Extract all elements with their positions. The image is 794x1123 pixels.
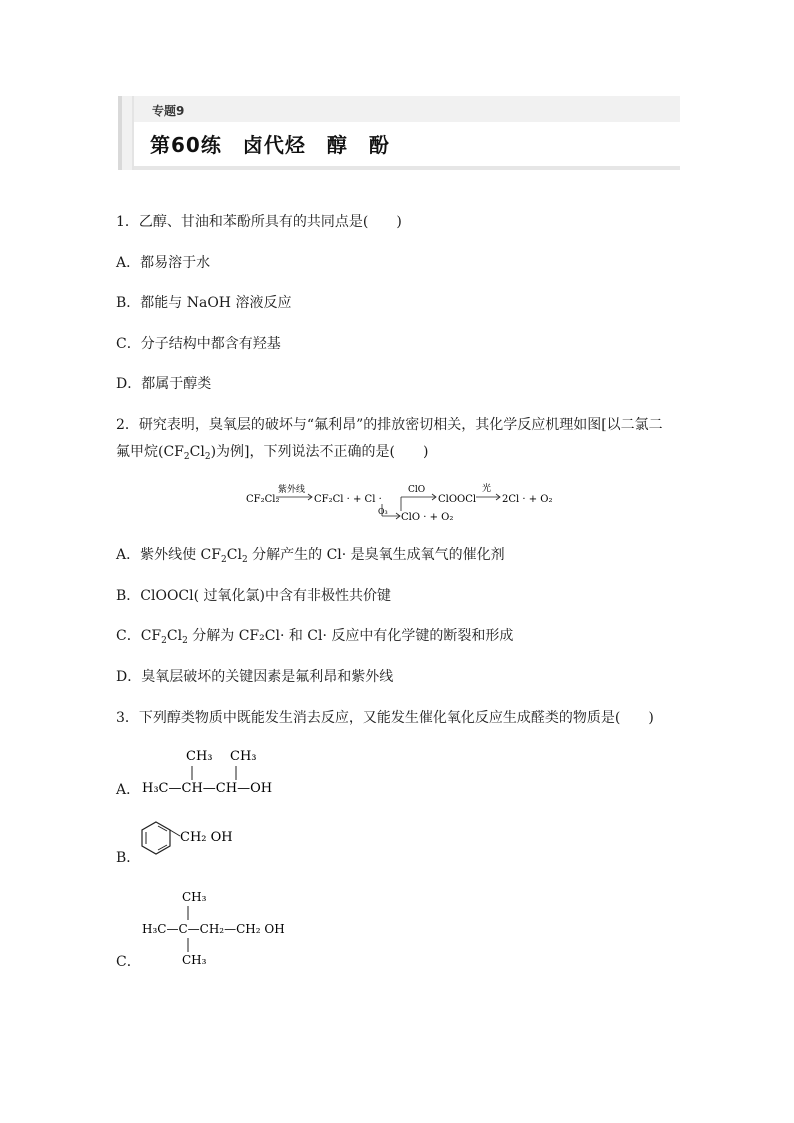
struct-a-chain: H₃C—CH—CH—OH: [142, 781, 273, 796]
q1-stem: 1．乙醇、甘油和苯酚所具有的共同点是( ): [116, 214, 402, 230]
struct-a-methyl-1: CH₃: [186, 749, 213, 764]
q2-option-b: B．ClOOCl( 过氧化氯)中含有非极性共价键: [116, 588, 391, 604]
benzene-inner-bond-3: [158, 845, 167, 850]
q3-structure-b: [134, 818, 254, 868]
scheme-light-label: 光: [482, 484, 492, 494]
header-underline: [134, 166, 680, 170]
scheme-start: CF₂Cl₂: [246, 494, 280, 505]
scheme-dimer: ClOOCl: [438, 494, 477, 505]
q3-structure-c: [140, 886, 320, 966]
scheme-product: 2Cl · + O₂: [502, 494, 553, 505]
reaction-scheme: [240, 480, 560, 528]
q2-stem-line1: 2．研究表明，臭氧层的破坏与“氟利昂”的排放密切相关，其化学反应机理如图[以二氯二: [116, 417, 663, 433]
q1-option-b: B．都能与 NaOH 溶液反应: [116, 295, 292, 311]
struct-c-methyl-bottom: CH₃: [182, 953, 207, 966]
q3-option-b-label: B．: [116, 850, 141, 866]
q3-structure-a: [140, 744, 310, 800]
scheme-branch-product: ClO · + O₂: [401, 512, 454, 523]
header-band: [134, 96, 680, 122]
scheme-o3-label: O₃: [378, 507, 388, 516]
subject-label: 专题9: [152, 104, 185, 118]
q3-option-a-label: A．: [116, 782, 141, 798]
benzene-inner-bond-2: [158, 826, 167, 831]
struct-c-methyl-top: CH₃: [182, 890, 207, 904]
page-title: 第60练 卤代烃 醇 酚: [150, 133, 390, 157]
struct-a-methyl-2: CH₃: [230, 749, 257, 764]
q2-option-a: A．紫外线使 $CF_2Cl_2$ 分解产生的 Cl· 是臭氧生成氧气的催化剂: [116, 547, 505, 565]
struct-b-group: CH₂ OH: [180, 830, 233, 845]
q2-option-d: D．臭氧层破坏的关键因素是氟利昂和紫外线: [116, 669, 394, 685]
section-header: [118, 96, 680, 170]
q1-option-c: C．分子结构中都含有羟基: [116, 336, 281, 352]
q1-option-a: A．都易溶于水: [116, 255, 211, 271]
q3-option-c-label: C．: [116, 954, 141, 970]
q3-stem: 3．下列醇类物质中既能发生消去反应，又能发生催化氧化反应生成醛类的物质是( ): [116, 710, 654, 726]
scheme-clo-label: ClO: [408, 485, 426, 495]
scheme-uv-label: 紫外线: [278, 485, 306, 495]
scheme-intermediate: CF₂Cl · + Cl ·: [314, 494, 382, 505]
q2-option-c: C．$CF_2Cl_2$ 分解为 CF₂Cl· 和 Cl· 反应中有化学键的断裂和形成: [116, 628, 514, 646]
q1-option-d: D．都属于醇类: [116, 376, 212, 392]
struct-b-bond: [170, 830, 180, 836]
struct-c-chain: H₃C—C—CH₂—CH₂ OH: [142, 922, 285, 936]
q2-stem-line2: 氟甲烷$(CF_2Cl_2)$为例]，下列说法不正确的是( ): [116, 444, 429, 462]
header-panel: [132, 96, 680, 170]
